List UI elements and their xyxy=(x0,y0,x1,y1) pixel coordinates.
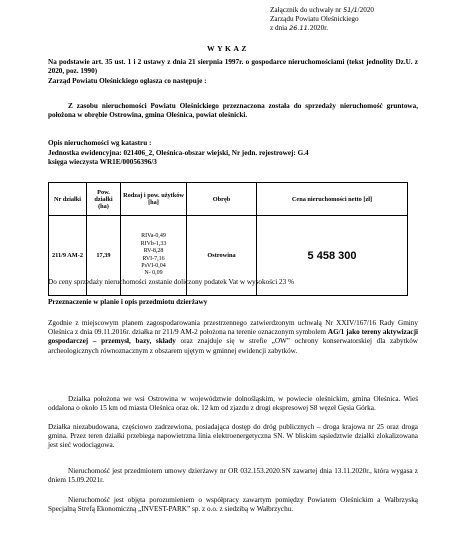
header-date-line xyxy=(270,24,374,33)
header-plot-number: Nr działki xyxy=(49,183,87,216)
land-use-item: RV-8,28 xyxy=(143,248,164,255)
document-title: WYKAZ xyxy=(206,44,250,53)
purpose-heading: Przeznaczenie w planie i opis przedmiotu dzierżawy xyxy=(48,298,208,306)
announcement: Zarząd Powiatu Oleśnickiego ogłasza co następuje : xyxy=(48,77,207,85)
cooperation-paragraph: Nieruchomość jest objęta porozumieniem o współpracy zawartym pomiędzy Powiatem Oleśnickim a Wałbrzyską Specjalną Strefą Ekonomiczną „INVEST-PARK” sp. z o.o. z siedzibą w Wałbrzychu. xyxy=(48,496,418,514)
handwritten-resolution-number: 51/1 xyxy=(343,6,358,14)
header-board-name: Zarządu Powiatu Oleśnickiego xyxy=(270,15,359,23)
zoning-text-end: oraz znajduje się w strefie „OW” ochrony konserwatorskiej dla zabytków archeologicznych równoznacznym z obszarem ujętym w gminnej ewidencji zabytków. xyxy=(48,337,418,355)
zoning-designation: AG/1 jako tereny aktywizacji gospodarczej – przemysł, bazy, składy xyxy=(48,328,418,346)
header-resolution-line xyxy=(270,6,374,15)
header-resolution-year: /2020 xyxy=(357,6,375,14)
resource-description: Z zasobu nieruchomości Powiatu Oleśnickiego przeznaczona została do sprzedaży nieruchomość gruntowa, położona w obrębie Ostrowina, gmina Oleśnica, powiat oleśnicki. xyxy=(48,102,418,120)
land-use-item: RIVa-0,49 xyxy=(141,233,166,240)
cadastre-unit: Jednostka ewidencyjna: 021406_2, Oleśnica-obszar wiejski, Nr jedn. rejestrowej: G.4 xyxy=(48,149,309,157)
header-resolution-label: Załącznik do uchwały nr xyxy=(270,6,342,14)
cell-price: 5 458 300 xyxy=(257,216,408,296)
location-paragraph: Działka położona we wsi Ostrowina w województwie dolnośląskim, w powiecie oleśnickim, gmina Oleśnica. Wieś oddalona o około 15 km od miasta Oleśnica oraz ok. 12 km od zjazdu z drogi ekspresowej S8 węzeł Gęsia Górka. xyxy=(48,395,418,413)
cell-plot-number: 211/9 AM-2 xyxy=(49,216,87,296)
zoning-paragraph xyxy=(48,319,418,356)
cell-precinct: Ostrowina xyxy=(187,216,257,296)
cell-plot-area: 17,39 xyxy=(87,216,121,296)
header-price: Cena nieruchomości netto [zł] xyxy=(257,183,408,216)
header-date-year: 2020r. xyxy=(309,24,329,32)
table-header-row xyxy=(49,183,408,216)
vat-note: Do ceny sprzedaży nieruchomości zostanie doliczony podatek Vat w wysokości 23 % xyxy=(48,278,294,286)
header-land-use: Rodzaj i pow. użytków [ha] xyxy=(121,183,187,216)
lease-paragraph: Nieruchomość jest przedmiotem umowy dzierżawy nr OR 032.153.2020.SN zawartej dnia 13.11.2020r., która wygasa z dniem 15.09.2021r. xyxy=(48,467,418,485)
land-register: księga wieczysta WR1E/00056396/3 xyxy=(48,158,157,166)
attachment-header xyxy=(270,6,374,33)
land-use-item: RVI-7,16 xyxy=(142,255,165,262)
legal-basis: Na podstawie art. 35 ust. 1 i 2 ustawy z dnia 21 sierpnia 1997r. o gospodarce nieruchomościami (tekst jednolity Dz.U. z 2020, poz. 1990) xyxy=(48,58,418,76)
header-plot-area: Pow. działki (ha) xyxy=(87,183,121,216)
cadastre-title: Opis nieruchomości wg katastru : xyxy=(48,139,152,147)
land-use-item: RIVb-1,33 xyxy=(140,240,167,247)
zoning-text-start: Zgodnie z miejscowym planem zagospodarowania przestrzennego zatwierdzonym uchwałą Nr XXIV/167/16 Rady Gminy Oleśnica z dnia 09.11.2016r. działka nr 211/9 AM-2 położona na terenie oznaczonym symbolem xyxy=(48,319,418,337)
handwritten-date: 26.11. xyxy=(289,24,310,32)
land-use-item: PsVI-0,04 xyxy=(141,262,166,269)
access-paragraph: Działka niezabudowana, częściowo zadrzewiona, posiadająca dostęp do dróg publicznych – droga krajowa nr 25 oraz droga gmina. Przez teren działki przebiega napowietrzna linia elektroenergetyczna SN. W bliskim sąsiedztwie działki zlokalizowana jest sieć wodociągowa. xyxy=(48,423,418,450)
header-precinct: Obręb xyxy=(187,183,257,216)
land-use-item: N- 0,09 xyxy=(144,270,163,277)
header-date-label: z dnia xyxy=(270,24,288,32)
